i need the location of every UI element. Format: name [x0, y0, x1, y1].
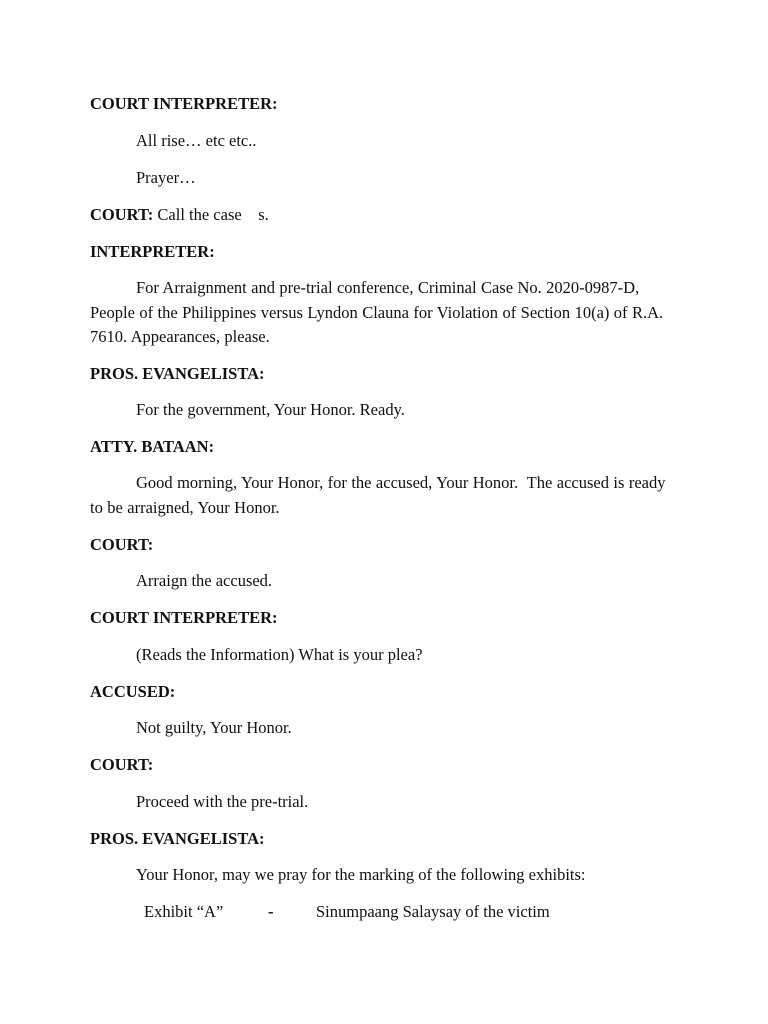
transcript-line: Call the case s. [153, 205, 269, 224]
transcript-line: Your Honor, may we pray for the marking of the following exhibits: [136, 865, 586, 884]
transcript-line: All rise… etc etc.. [136, 131, 257, 150]
transcript-line: Proceed with the pre-trial. [136, 792, 309, 811]
exhibit-description: Sinumpaang Salaysay of the victim [316, 902, 550, 921]
speaker-interpreter: INTERPRETER: [90, 242, 215, 261]
transcript-line: Not guilty, Your Honor. [136, 718, 292, 737]
speaker-accused: ACCUSED: [90, 682, 176, 701]
speaker-court: COURT: [90, 535, 154, 554]
exhibit-label: Exhibit “A” [144, 902, 224, 921]
court-call-line [90, 203, 269, 227]
transcript-paragraph: Good morning, Your Honor, for the accused, Your Honor. The accused is ready to be arraigned, Your Honor. [90, 473, 670, 517]
exhibit-dash: - [268, 902, 274, 921]
transcript-line: Prayer… [136, 168, 196, 187]
transcript-paragraph: For Arraignment and pre-trial conference, Criminal Case No. 2020-0987-D, People of the Philippines versus Lyndon Clauna for Violation of Section 10(a) of R.A. 7610. Appearances, please. [90, 278, 664, 346]
speaker-court-interpreter: COURT INTERPRETER: [90, 608, 278, 627]
speaker-pros-evangelista: PROS. EVANGELISTA: [90, 364, 265, 383]
speaker-court: COURT: [90, 755, 154, 774]
speaker-atty-bataan: ATTY. BATAAN: [90, 437, 215, 456]
transcript-line: (Reads the Information) What is your plea? [136, 645, 423, 664]
speaker-court: COURT: [90, 205, 154, 224]
speaker-court-interpreter: COURT INTERPRETER: [90, 94, 278, 113]
transcript-line: For the government, Your Honor. Ready. [136, 400, 405, 419]
transcript-line: Arraign the accused. [136, 571, 273, 590]
speaker-pros-evangelista: PROS. EVANGELISTA: [90, 829, 265, 848]
